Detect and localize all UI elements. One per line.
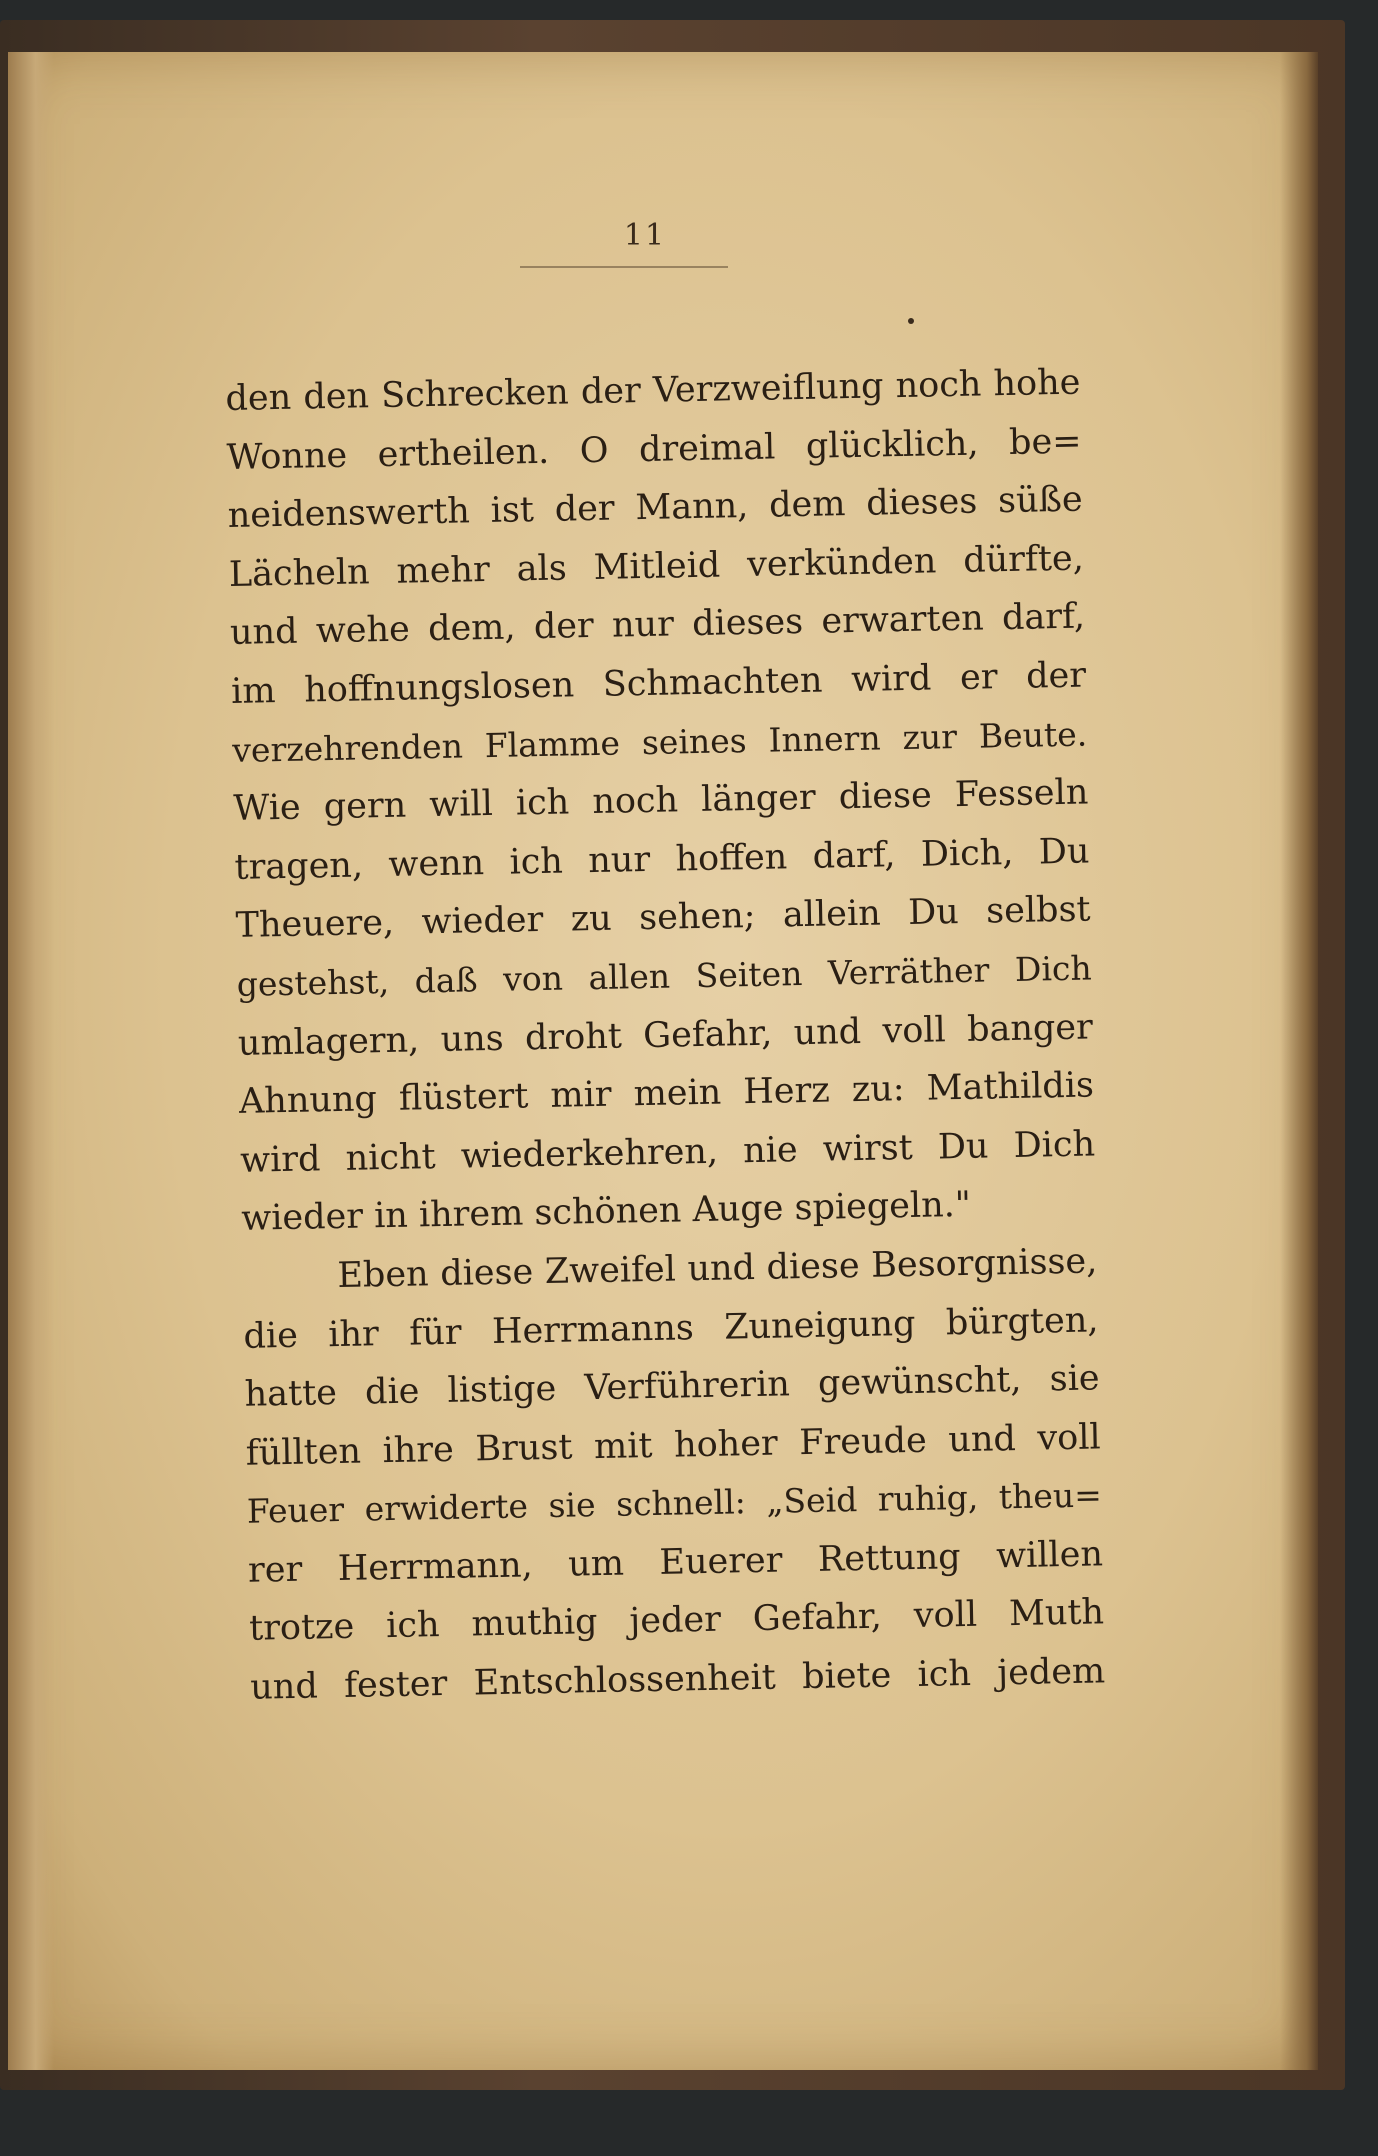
page-edge: [1280, 52, 1318, 2070]
text-line: Ahnung flüstert mir mein Herz zu: Mathildis: [238, 1065, 1095, 1122]
text-line: verzehrenden Flamme seines Innern zur Beute.: [231, 714, 1088, 770]
paragraph-first-line: Eben diese Zweifel und diese Besorgnisse,: [337, 1241, 1098, 1296]
ink-dot: [908, 318, 914, 324]
text-line: die ihr für Herrmanns Zuneigung bürgten,: [243, 1299, 1099, 1357]
page-number: 11: [623, 218, 667, 253]
text-line: umlagern, uns droht Gefahr, und voll banger: [237, 1006, 1094, 1064]
page-gutter: [8, 52, 54, 2070]
text-line: Theuere, wieder zu sehen; allein Du selbst: [235, 889, 1091, 947]
text-line: wieder in ihrem schönen Auge spiegeln.": [240, 1185, 972, 1240]
header-rule: [520, 266, 728, 268]
text-line: füllten ihre Brust mit hoher Freude und voll: [245, 1417, 1102, 1474]
text-line: Wie gern will ich noch länger diese Fesseln: [233, 772, 1089, 830]
text-line: Feuer erwiderte sie schnell: „Seid ruhig, theu=: [246, 1475, 1103, 1532]
text-line: gestehst, daß von allen Seiten Verräther Dich: [236, 948, 1093, 1004]
body-text: [225, 354, 1106, 1718]
text-line: neidenswerth ist der Mann, dem dieses süße: [227, 479, 1084, 537]
text-line: und fester Entschlossenheit biete ich jedem: [249, 1651, 1106, 1708]
text-line: tragen, wenn ich nur hoffen darf, Dich, Du: [234, 831, 1090, 888]
text-line: und wehe dem, der nur dieses erwarten darf,: [229, 596, 1086, 654]
text-line: den den Schrecken der Verzweiflung noch hohe: [225, 362, 1081, 419]
text-line: wird nicht wiederkehren, nie wirst Du Dich: [239, 1124, 1096, 1181]
text-line: Lächeln mehr als Mitleid verkünden dürfte,: [228, 538, 1085, 595]
text-line: rer Herrmann, um Euerer Rettung willen: [247, 1534, 1104, 1591]
text-line: Wonne ertheilen. O dreimal glücklich, be=: [226, 421, 1082, 478]
text-line: im hoffnungslosen Schmachten wird er der: [230, 655, 1087, 712]
text-line: trotze ich muthig jeder Gefahr, voll Muth: [248, 1592, 1105, 1650]
text-line: hatte die listige Verführerin gewünscht, sie: [244, 1358, 1100, 1415]
